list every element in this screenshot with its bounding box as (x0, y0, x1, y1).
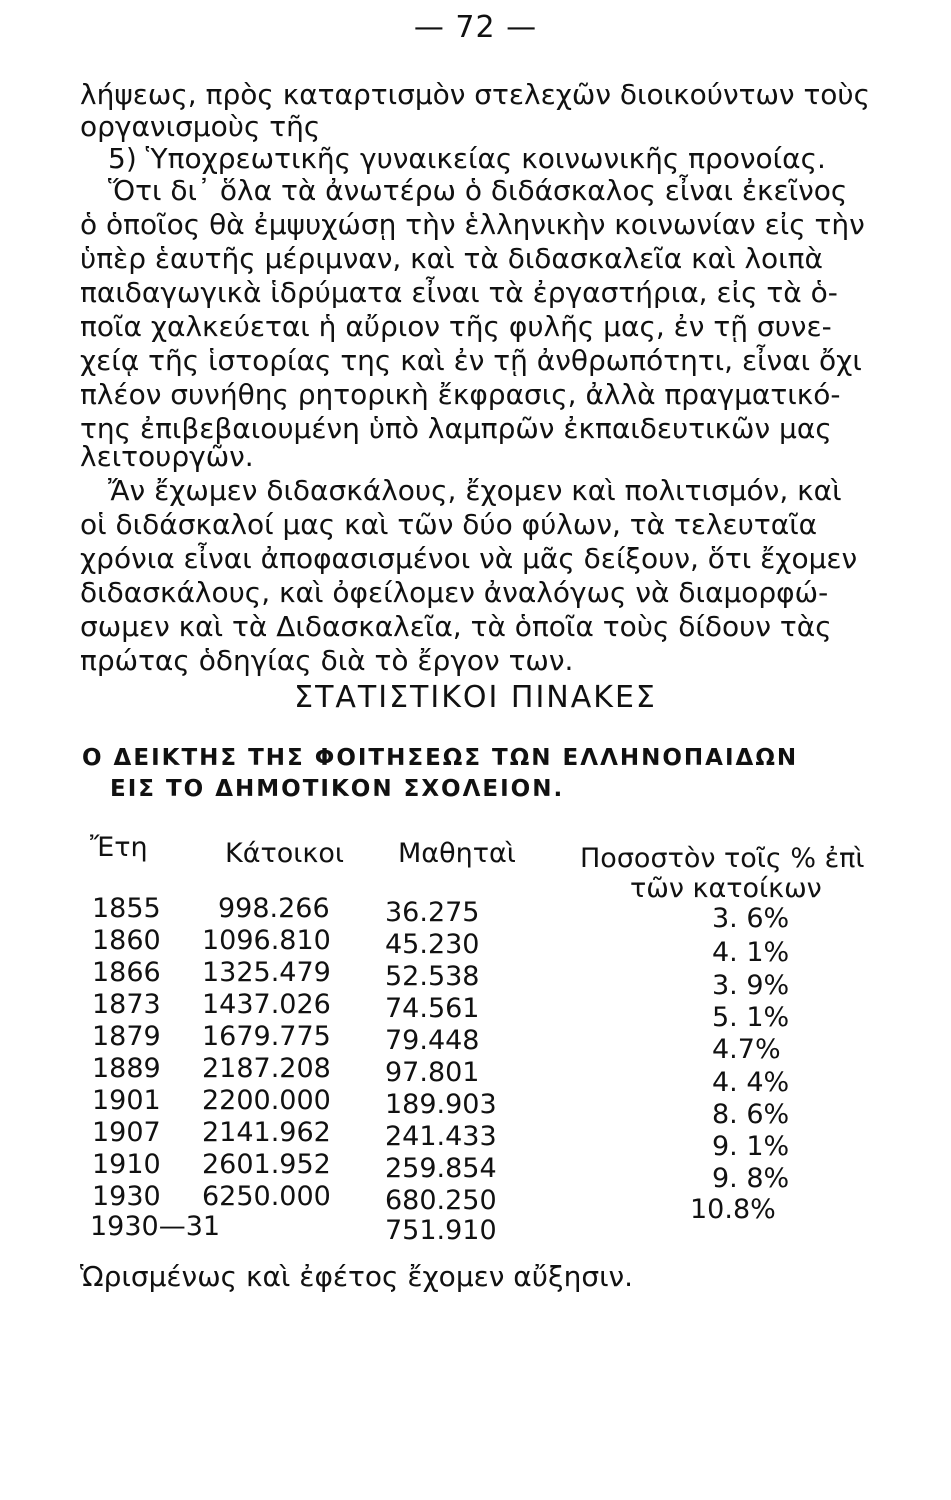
body-line: χείᾳ τῆς ἱστορίας της καὶ ἐν τῇ ἀνθρωπότητι, εἶναι ὄχι (80, 344, 862, 377)
body-line: οργανισμοὺς τῆς (80, 110, 321, 143)
section-heading: ΣΤΑΤΙΣΤΙΚΟΙ ΠΙΝΑΚΕΣ (294, 680, 657, 715)
cell-students: 36.275 (385, 897, 480, 928)
cell-students: 79.448 (385, 1025, 480, 1056)
cell-percent: 5. 1% (712, 1002, 790, 1033)
cell-year: 1873 (92, 989, 161, 1020)
cell-percent: 3. 9% (712, 970, 790, 1001)
column-header-percent-cont: τῶν κατοίκων (630, 873, 822, 904)
cell-inhabitants: 2200.000 (202, 1085, 331, 1116)
body-line: παιδαγωγικὰ ἱδρύματα εἶναι τὰ ἐργαστήρια, εἰς τὰ ὁ- (80, 276, 838, 309)
page-number: — 72 — (413, 10, 538, 45)
cell-inhabitants: 1437.026 (202, 989, 331, 1020)
cell-percent: 4. 1% (712, 937, 790, 968)
table-title-line2: ΕΙΣ ΤΟ ΔΗΜΟΤΙΚΟΝ ΣΧΟΛΕΙΟΝ. (110, 776, 565, 802)
cell-year: 1910 (92, 1149, 161, 1180)
body-line: οἱ διδάσκαλοί μας καὶ τῶν δύο φύλων, τὰ τελευταῖα (80, 508, 818, 541)
cell-percent: 3. 6% (712, 903, 790, 934)
body-line: ὁ ὁποῖος θὰ ἐμψυχώσῃ τὴν ἑλληνικὴν κοινωνίαν εἰς τὴν (80, 208, 865, 241)
cell-students: 259.854 (385, 1153, 497, 1184)
cell-students: 241.433 (385, 1121, 497, 1152)
body-line: σωμεν καὶ τὰ Διδασκαλεῖα, τὰ ὁποῖα τοὺς δίδουν τὰς (80, 610, 832, 643)
cell-students: 52.538 (385, 961, 480, 992)
body-line: ποῖα χαλκεύεται ἡ αὔριον τῆς φυλῆς μας, ἐν τῇ συνε- (80, 310, 832, 343)
footer-line: Ὡρισμένως καὶ ἐφέτος ἔχομεν αὔξησιν. (80, 1260, 634, 1293)
body-line: πλέον συνήθης ρητορικὴ ἔκφρασις, ἀλλὰ πραγματικό- (80, 378, 841, 411)
cell-year: 1860 (92, 925, 161, 956)
body-line: λειτουργῶν. (80, 440, 254, 473)
body-line: Ἄν ἔχωμεν διδασκάλους, ἔχομεν καὶ πολιτισμόν, καὶ (108, 474, 842, 507)
cell-students: 189.903 (385, 1089, 497, 1120)
body-line: ὑπὲρ ἑαυτῆς μέριμναν, καὶ τὰ διδασκαλεῖα καὶ λοιπὰ (80, 242, 823, 275)
cell-inhabitants: 2141.962 (202, 1117, 331, 1148)
cell-year: 1889 (92, 1053, 161, 1084)
cell-inhabitants: 998.266 (218, 893, 330, 924)
cell-inhabitants: 1679.775 (202, 1021, 331, 1052)
body-line: Ὅτι δι᾽ ὅλα τὰ ἀνωτέρω ὁ διδάσκαλος εἶναι ἐκεῖνος (108, 174, 848, 207)
cell-year: 1866 (92, 957, 161, 988)
column-header-students: Μαθηταὶ (398, 838, 516, 869)
cell-percent: 4. 4% (712, 1067, 790, 1098)
cell-inhabitants: 2601.952 (202, 1149, 331, 1180)
cell-percent: 9. 8% (712, 1163, 790, 1194)
column-header-years: Ἔτη (90, 832, 148, 863)
body-line: διδασκάλους, καὶ ὀφείλομεν ἀναλόγως νὰ διαμορφώ- (80, 576, 829, 609)
cell-percent: 10.8% (690, 1194, 776, 1225)
cell-year: 1901 (92, 1085, 161, 1116)
cell-year: 1930—31 (90, 1211, 221, 1242)
cell-inhabitants: 1325.479 (202, 957, 331, 988)
cell-percent: 4.7% (712, 1034, 781, 1065)
cell-year: 1879 (92, 1021, 161, 1052)
body-line: λήψεως, πρὸς καταρτισμὸν στελεχῶν διοικούντων τοὺς (80, 78, 871, 111)
cell-students: 751.910 (385, 1215, 497, 1246)
table-title-line1: Ο ΔΕΙΚΤΗΣ ΤΗΣ ΦΟΙΤΗΣΕΩΣ ΤΩΝ ΕΛΛΗΝΟΠΑΙΔΩΝ (82, 745, 799, 771)
cell-inhabitants: 6250.000 (202, 1181, 331, 1212)
body-line: χρόνια εἶναι ἀποφασισμένοι νὰ μᾶς δείξουν, ὅτι ἔχομεν (80, 542, 858, 575)
cell-year: 1855 (92, 893, 161, 924)
cell-students: 680.250 (385, 1185, 497, 1216)
column-header-inhabitants: Κάτοικοι (225, 838, 344, 869)
cell-year: 1930 (92, 1181, 161, 1212)
body-line: 5) Ὑποχρεωτικῆς γυναικείας κοινωνικῆς προνοίας. (108, 142, 826, 175)
cell-percent: 8. 6% (712, 1099, 790, 1130)
cell-students: 74.561 (385, 993, 480, 1024)
body-line: της ἐπιβεβαιουμένη ὑπὸ λαμπρῶν ἐκπαιδευτικῶν μας (80, 412, 832, 445)
column-header-percent: Ποσοστὸν τοῖς % ἐπὶ (580, 843, 865, 874)
cell-percent: 9. 1% (712, 1131, 790, 1162)
cell-students: 45.230 (385, 929, 480, 960)
cell-year: 1907 (92, 1117, 161, 1148)
body-line: πρώτας ὁδηγίας διὰ τὸ ἔργον των. (80, 644, 574, 677)
cell-inhabitants: 2187.208 (202, 1053, 331, 1084)
cell-inhabitants: 1096.810 (202, 925, 331, 956)
cell-students: 97.801 (385, 1057, 480, 1088)
